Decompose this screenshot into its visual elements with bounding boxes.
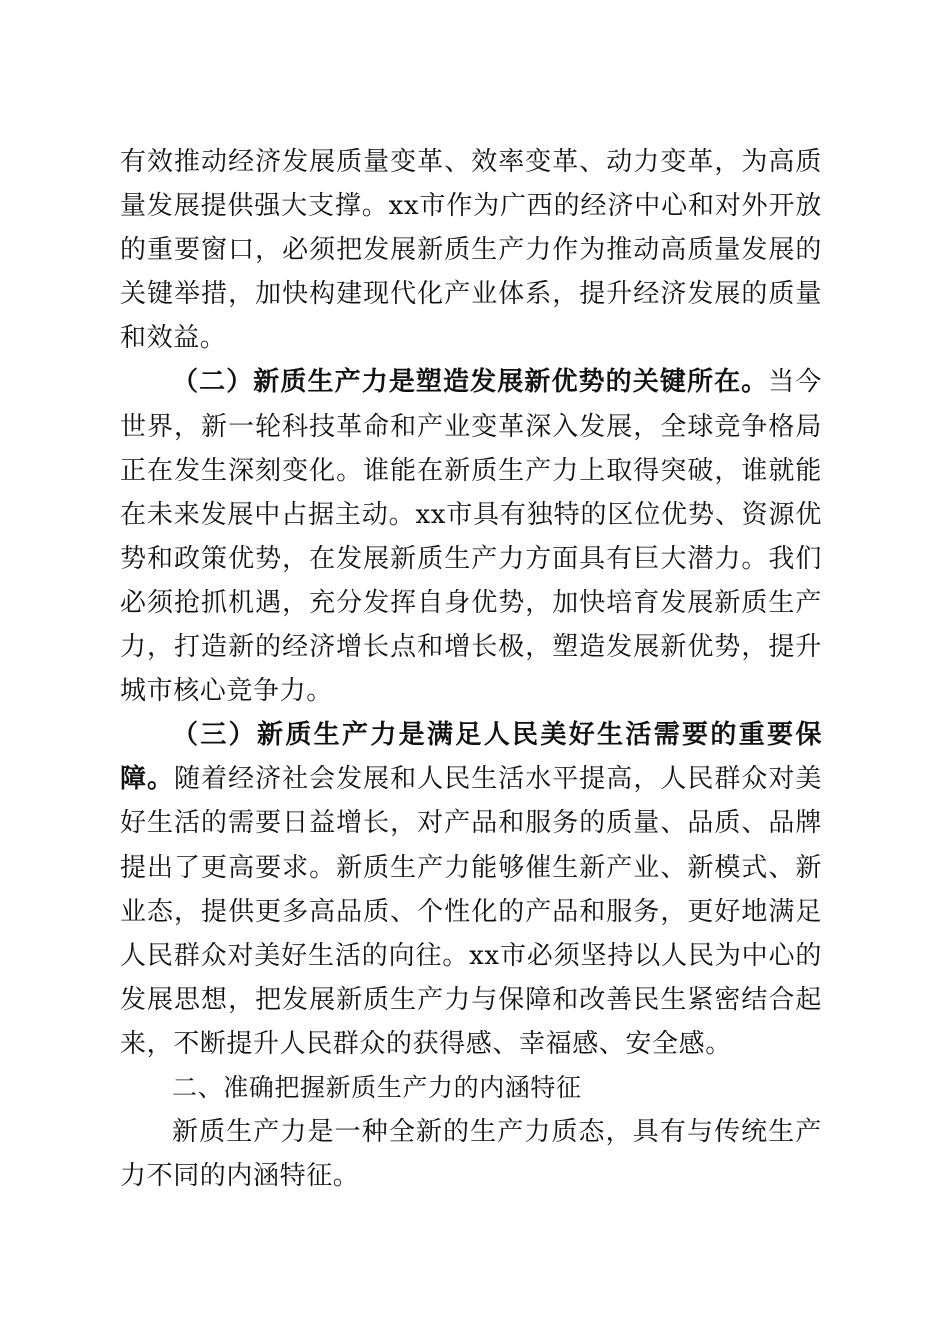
paragraph-2-lead: （二）新质生产力是塑造发展新优势的关键所在。 (172, 367, 769, 398)
document-body (120, 140, 822, 1198)
paragraph-3-lead: （三）新质生产力是满足人民美好生活需要的重要保障。 (120, 720, 822, 795)
paragraph-4: 新质生产力是一种全新的生产力质态，具有与传统生产力不同的内涵特征。 (120, 1117, 822, 1192)
paragraph-1: 有效推动经济发展质量变革、效率变革、动力变革，为高质量发展提供强大支撑。xx市作为广西的经济中心和对外开放的重要窗口，必须把发展新质生产力作为推动高质量发展的关键举措，加快构建现代化产业体系，提升经济发展的质量和效益。 (120, 147, 822, 354)
paragraph-3-body: 随着经济社会发展和人民生活水平提高，人民群众对美好生活的需要日益增长，对产品和服务的质量、品质、品牌提出了更高要求。新质生产力能够催生新产业、新模式、新业态，提供更多高品质、个性化的产品和服务，更好地满足人民群众对美好生活的向往。xx市必须坚持以人民为中心的发展思想，把发展新质生产力与保障和改善民生紧密结合起来，不断提升人民群众的获得感、幸福感、安全感。 (120, 764, 823, 1059)
paragraph-2-body: 当今世界，新一轮科技革命和产业变革深入发展，全球竞争格局正在发生深刻变化。谁能在新质生产力上取得突破，谁就能在未来发展中占据主动。xx市具有独特的区位优势、资源优势和政策优势，在发展新质生产力方面具有巨大潜力。我们必须抢抓机遇，充分发挥自身优势，加快培育发展新质生产力，打造新的经济增长点和增长极，塑造发展新优势，提升城市核心竞争力。 (120, 367, 823, 707)
section-heading-2: 二、准确把握新质生产力的内涵特征 (172, 1072, 582, 1102)
paragraph-3 (120, 713, 822, 1066)
paragraph-2 (120, 360, 822, 713)
